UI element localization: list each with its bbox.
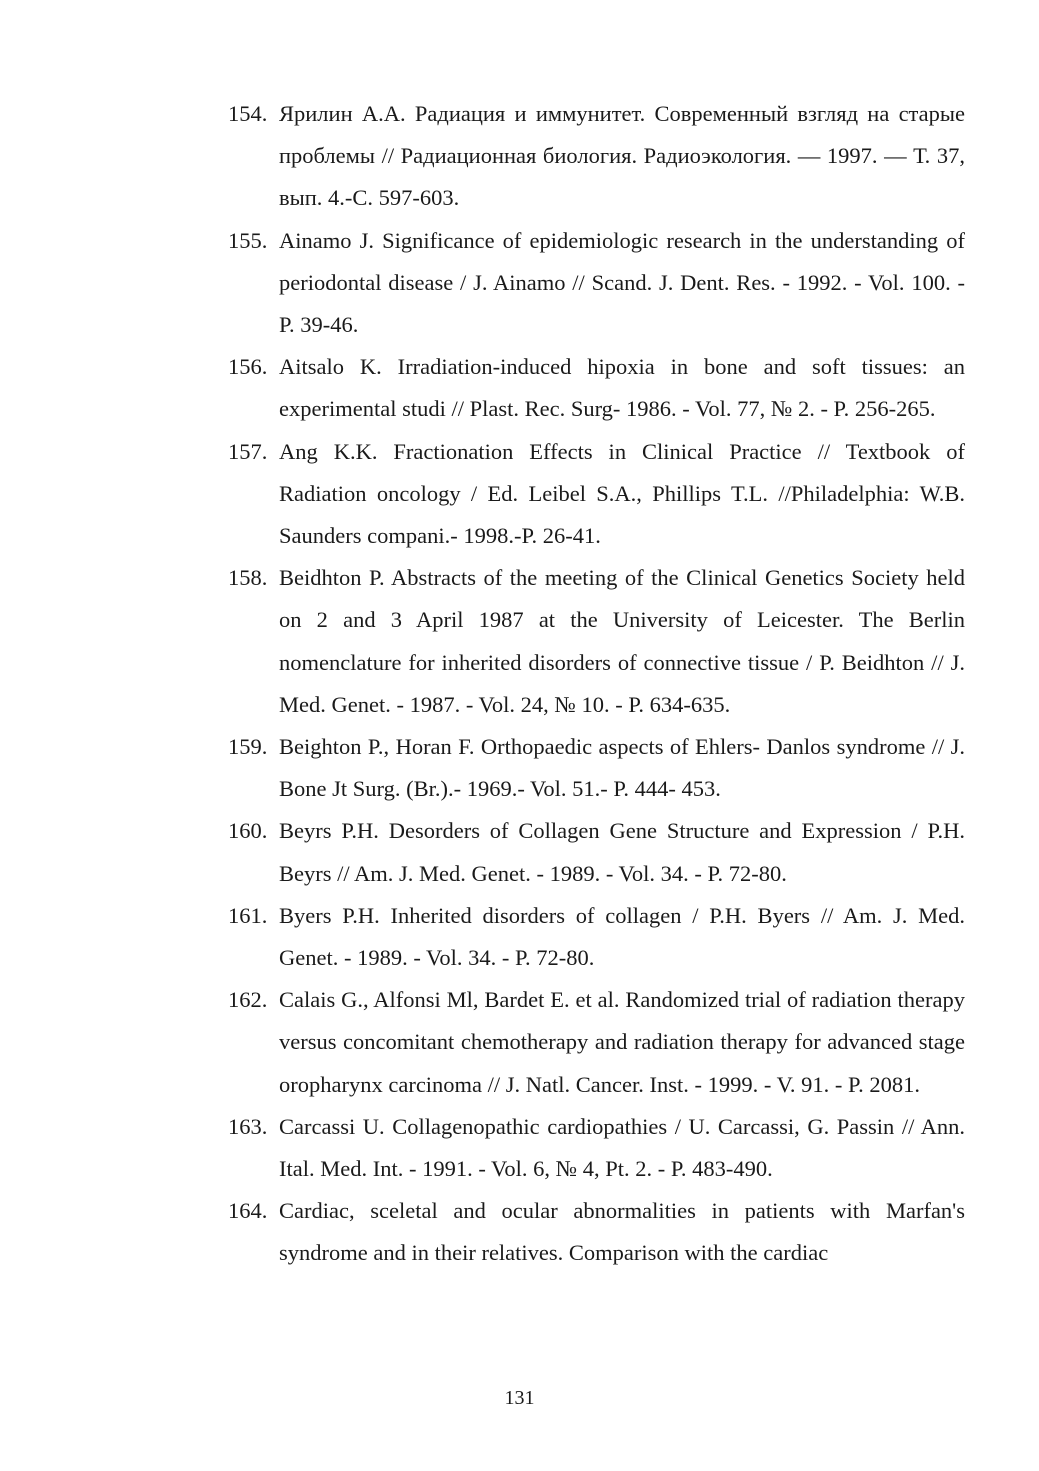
page-number: 131	[504, 1387, 535, 1409]
reference-item	[228, 431, 965, 558]
reference-item	[228, 810, 965, 894]
reference-item	[228, 726, 965, 810]
reference-text: Beighton P., Horan F. Orthopaedic aspects of Ehlers- Danlos syndrome // J. Bone Jt Surg. (Br.).- 1969.- Vol. 51.- P. 444- 453.	[279, 734, 965, 802]
reference-number: 158.	[228, 565, 268, 591]
reference-text: Carcassi U. Collagenopathic cardiopathies / U. Carcassi, G. Passin // Ann. Ital. Med. Int. - 1991. - Vol. 6, № 4, Pt. 2. - P. 483-490.	[279, 1113, 965, 1182]
reference-number: 161.	[228, 902, 268, 928]
reference-text: Ang K.K. Fractionation Effects in Clinical Practice // Textbook of Radiation oncology / Ed. Leibel S.A., Phillips T.L. //Philadelphia: W.B. Saunders compani.- 1998.-P. 26-41.	[279, 438, 965, 549]
reference-text: Ярилин А.А. Радиация и иммунитет. Современный взгляд на старые проблемы // Радиационная биология. Радиоэкология. — 1997. — Т. 37, вып. 4.-С. 597-603.	[279, 101, 965, 211]
reference-item	[228, 895, 965, 979]
reference-item	[228, 93, 965, 220]
reference-item	[228, 979, 965, 1106]
reference-text: Aitsalo K. Irradiation-induced hipoxia in bone and soft tissues: an experimental studi // Plast. Rec. Surg- 1986. - Vol. 77, № 2. - P. 256-265.	[279, 354, 965, 422]
reference-number: 163.	[228, 1113, 268, 1139]
reference-text: Cardiac, sceletal and ocular abnormalities in patients with Marfan's syndrome and in their relatives. Comparison with the cardiac	[279, 1198, 965, 1266]
reference-text: Ainamo J. Significance of epidemiologic research in the understanding of periodontal disease / J. Ainamo // Scand. J. Dent. Res. - 1992. - Vol. 100. - P. 39-46.	[279, 227, 965, 338]
reference-number: 154.	[228, 101, 268, 126]
reference-number: 159.	[228, 734, 268, 760]
reference-item	[228, 220, 965, 347]
reference-item	[228, 1106, 965, 1190]
reference-text: Calais G., Alfonsi Ml, Bardet E. et al. Randomized trial of radiation therapy versus concomitant chemotherapy and radiation therapy for advanced stage oropharynx carcinoma // J. Natl. Cancer. Inst. - 1999. - V. 91. - P. 2081.	[279, 987, 965, 1097]
reference-number: 157.	[228, 438, 268, 464]
reference-text: Beyrs P.H. Desorders of Collagen Gene Structure and Expression / P.H. Beyrs // Am. J. Med. Genet. - 1989. - Vol. 34. - P. 72-80.	[279, 818, 965, 886]
reference-number: 162.	[228, 987, 268, 1013]
reference-item	[228, 1190, 965, 1274]
reference-item	[228, 346, 965, 430]
reference-text: Beidhton P. Abstracts of the meeting of the Clinical Genetics Society held on 2 and 3 April 1987 at the University of Leicester. The Berlin nomenclature for inherited disorders of connective tissue / P. Beidhton // J. Med. Genet. - 1987. - Vol. 24, № 10. - P. 634-635.	[279, 565, 965, 717]
reference-number: 160.	[228, 818, 268, 844]
reference-item	[228, 557, 965, 726]
reference-number: 164.	[228, 1198, 268, 1224]
reference-number: 155.	[228, 227, 268, 253]
reference-text: Byers P.H. Inherited disorders of collagen / P.H. Byers // Am. J. Med. Genet. - 1989. - Vol. 34. - P. 72-80.	[279, 902, 965, 971]
reference-list	[228, 93, 965, 1275]
reference-number: 156.	[228, 354, 268, 380]
